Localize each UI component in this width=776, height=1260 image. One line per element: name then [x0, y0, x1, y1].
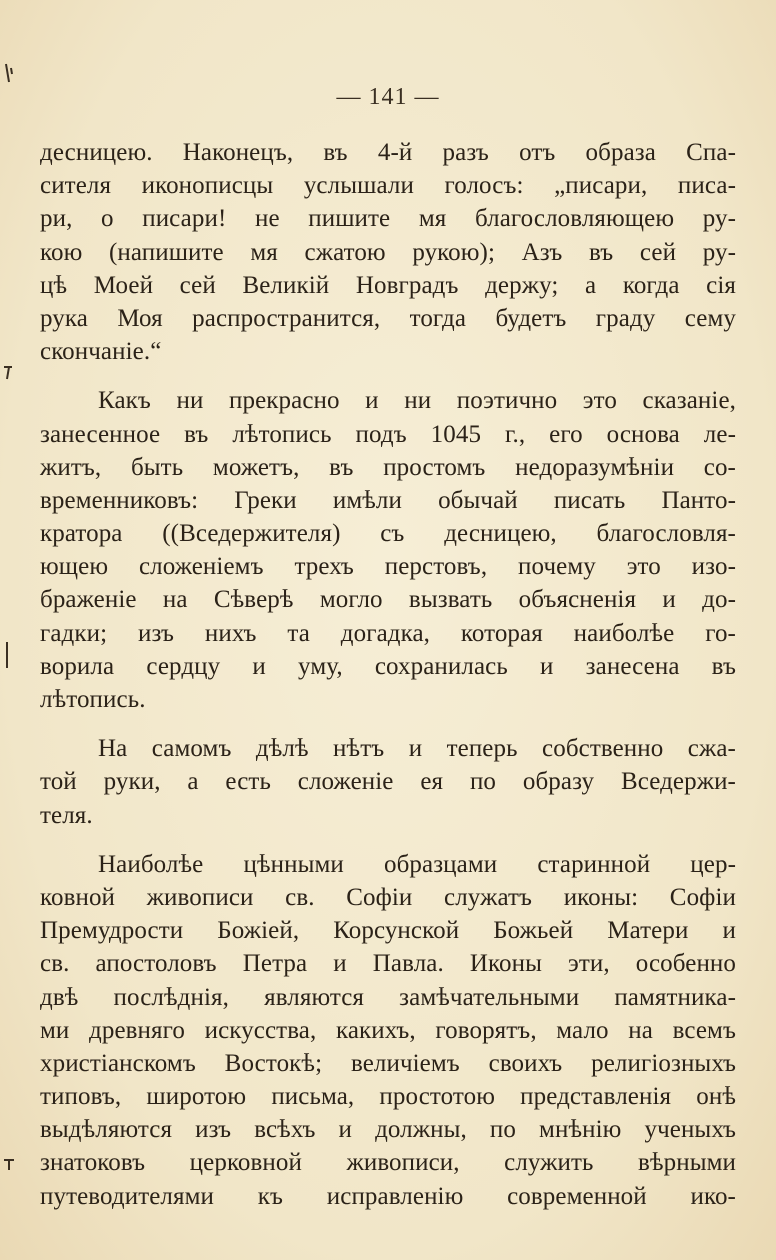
- text-line: знатоковъ церковной живописи, служить вѣрными: [40, 1149, 736, 1177]
- text-line: лѣтопись.: [40, 686, 146, 713]
- paragraph-1: [40, 136, 736, 368]
- text-line: Премудрости Божіей, Корсунской Божьей Матери и: [40, 917, 736, 945]
- text-line: На самомъ дѣлѣ нѣтъ и теперь собственно сжа-: [98, 735, 736, 763]
- text-line: браженіе на Сѣверѣ могло вызвать объясненія и до-: [40, 586, 736, 614]
- text-line: рука Моя распространится, тогда будетъ граду сему: [40, 304, 736, 332]
- paragraph-2: [40, 384, 736, 716]
- text-line: гадки; изъ нихъ та догадка, которая наиболѣе го-: [40, 619, 736, 647]
- text-line: кратора ((Вседержителя) съ десницею, благословля-: [40, 520, 736, 548]
- text-line: ворила сердцу и уму, сохранилась и занесена въ: [40, 652, 736, 680]
- text-line: теля.: [40, 801, 93, 829]
- paragraph-4: [40, 848, 736, 1213]
- text-line: временниковъ: Греки имѣли обычай писать Панто-: [40, 486, 736, 514]
- text-line: Какъ ни прекрасно и ни поэтично это сказаніе,: [98, 387, 736, 415]
- paragraph-3: [40, 732, 736, 832]
- text-line: той руки, а есть сложеніе ея по образу Вседержи-: [40, 768, 736, 796]
- text-line: ющею сложеніемъ трехъ перстовъ, почему это изо-: [40, 553, 736, 581]
- text-line: десницею. Наконецъ, въ 4-й разъ отъ образа Спа-: [40, 139, 736, 166]
- text-line: ковной живописи св. Софіи служатъ иконы: Софіи: [40, 883, 736, 911]
- text-line: цѣ Моей сей Великій Новградъ держу; а когда сія: [40, 271, 736, 299]
- binding-mark-icon: [2, 1156, 16, 1172]
- text-line: ри, о писари! не пишите мя благословляющею ру-: [40, 205, 736, 233]
- text-line: типовъ, широтою письма, простотою представленія онѣ: [40, 1083, 736, 1111]
- text-line: житъ, быть можетъ, въ простомъ недоразумѣніи со-: [40, 453, 736, 481]
- text-line: кою (напишите мя сжатою рукою); Азъ въ сей ру-: [40, 238, 736, 266]
- binding-mark-icon: [2, 640, 12, 670]
- text-line: христіанскомъ Востокѣ; величіемъ своихъ религіозныхъ: [40, 1049, 736, 1077]
- page-number: — 141 —: [336, 84, 440, 110]
- text-line: сителя иконописцы услышали голосъ: „писари, писа-: [40, 172, 736, 200]
- text-line: св. апостоловъ Петра и Павла. Иконы эти, особенно: [40, 950, 736, 978]
- text-line: скончаніе.“: [40, 338, 162, 366]
- binding-mark-icon: [2, 364, 14, 382]
- body-text: [40, 136, 736, 1213]
- text-line: выдѣляются изъ всѣхъ и должны, по мнѣнію ученыхъ: [40, 1116, 736, 1144]
- binding-mark-icon: [2, 62, 16, 86]
- text-line: Наиболѣе цѣнными образцами старинной цер-: [98, 850, 736, 878]
- text-line: занесенное въ лѣтопись подъ 1045 г., его основа ле-: [40, 420, 736, 448]
- text-line: двѣ послѣднія, являются замѣчательными памятника-: [40, 983, 736, 1011]
- text-line: ми древняго искусства, какихъ, говорятъ, мало на всемъ: [40, 1016, 736, 1044]
- text-line: путеводителями къ исправленію современной ико-: [40, 1182, 736, 1210]
